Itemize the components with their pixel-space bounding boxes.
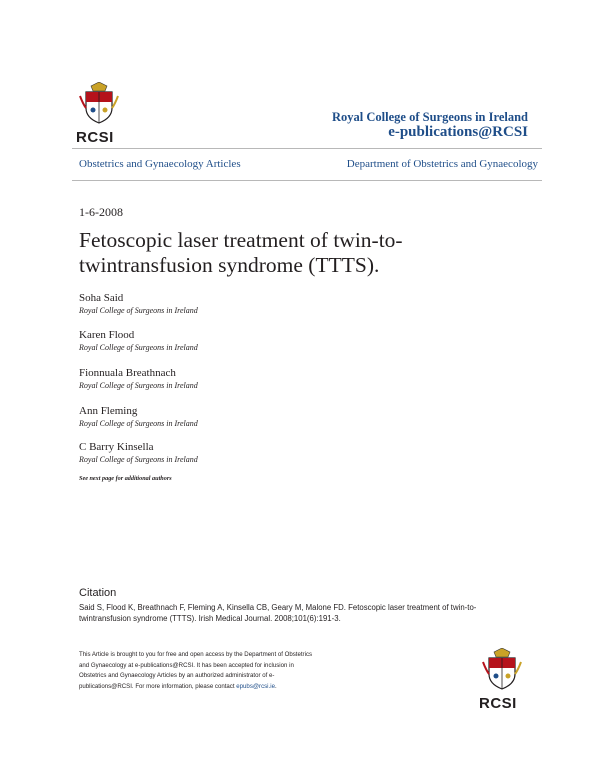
- notice-text: This Article is brought to you for free and open access by the Department of Obstetrics and Gynaecology at e-publications@RCSI. It has been accepted for inclusion in Obstetrics and Gynaecology Articles by an authorized administrator of e-publications@RCSI. For more information, please contact: [79, 651, 313, 690]
- more-authors-note: See next page for additional authors: [79, 475, 172, 482]
- rcsi-crest-logo: [76, 82, 122, 144]
- author-entry: [79, 367, 198, 391]
- citation-heading: Citation: [79, 587, 117, 599]
- author-name[interactable]: C Barry Kinsella: [79, 441, 154, 453]
- author-name[interactable]: Fionnuala Breathnach: [79, 367, 176, 379]
- author-affiliation: Royal College of Surgeons in Ireland: [79, 381, 198, 390]
- author-affiliation: Royal College of Surgeons in Ireland: [79, 306, 198, 315]
- access-notice: [79, 650, 319, 692]
- divider-top: [72, 148, 542, 149]
- article-title[interactable]: Fetoscopic laser treatment of twin-to-twintransfusion syndrome (TTTS).: [79, 228, 403, 277]
- author-entry: [79, 292, 198, 316]
- contact-email-link[interactable]: epubs@rcsi.ie: [236, 682, 275, 690]
- author-entry: [79, 405, 198, 429]
- author-affiliation: Royal College of Surgeons in Ireland: [79, 419, 198, 428]
- crest-icon: [479, 648, 525, 690]
- department-link[interactable]: Department of Obstetrics and Gynaecology: [346, 158, 538, 170]
- divider-bottom: [72, 180, 542, 181]
- publisher-name[interactable]: Royal College of Surgeons in Ireland: [332, 110, 528, 124]
- publication-date: 1-6-2008: [79, 205, 123, 219]
- author-entry: [79, 441, 198, 465]
- author-name[interactable]: Karen Flood: [79, 329, 135, 341]
- notice-period: .: [274, 682, 277, 690]
- logo-wordmark: RCSI: [76, 129, 114, 146]
- author-name[interactable]: Ann Fleming: [79, 405, 138, 417]
- author-affiliation: Royal College of Surgeons in Ireland: [79, 343, 198, 352]
- rcsi-crest-logo-footer: [479, 648, 525, 710]
- series-link[interactable]: Obstetrics and Gynaecology Articles: [79, 158, 241, 170]
- citation-text: Said S, Flood K, Breathnach F, Fleming A, Kinsella CB, Geary M, Malone FD. Fetoscopic laser treatment of twin-to-twintransfusion syndrome (TTTS). Irish Medical Journal. 2008;101(6):191-3.: [79, 603, 477, 623]
- repository-brand[interactable]: e-publications@RCSI: [388, 124, 528, 140]
- author-affiliation: Royal College of Surgeons in Ireland: [79, 455, 198, 464]
- author-entry: [79, 329, 198, 353]
- logo-wordmark: RCSI: [479, 695, 517, 712]
- crest-icon: [76, 82, 122, 124]
- author-name[interactable]: Soha Said: [79, 292, 124, 304]
